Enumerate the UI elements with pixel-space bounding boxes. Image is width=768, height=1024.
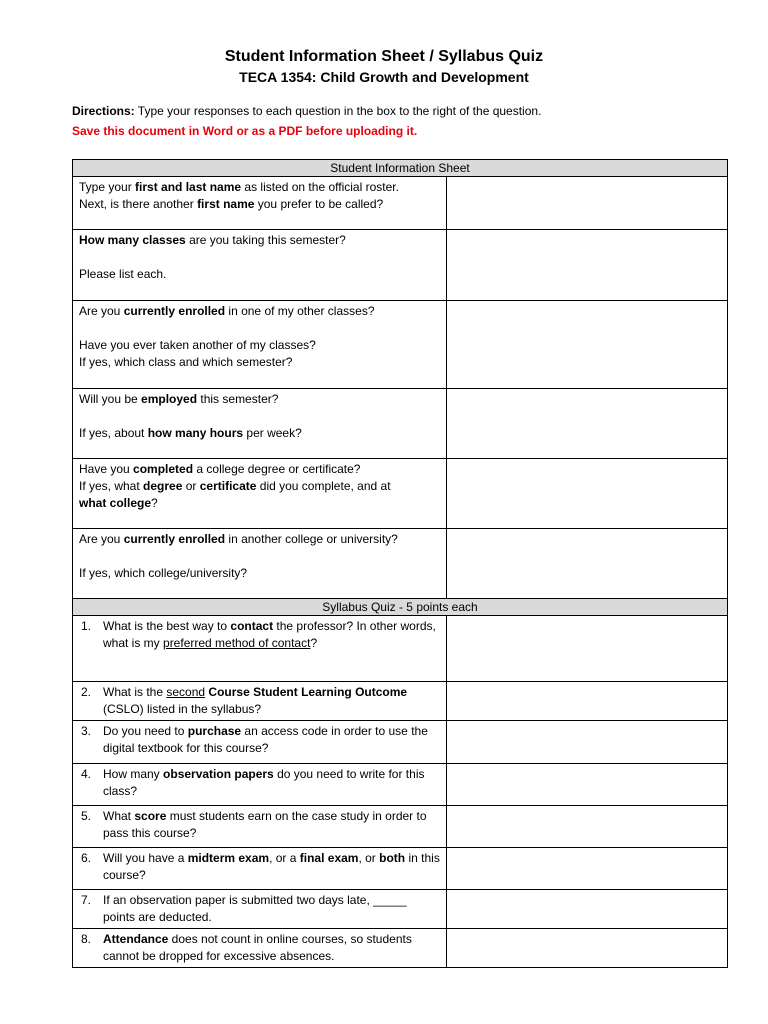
text: Type your xyxy=(79,180,136,194)
quiz-question xyxy=(73,721,447,764)
text: you prefer to be called? xyxy=(254,197,384,211)
text-bold: what college xyxy=(79,496,152,510)
text-bold: observation papers xyxy=(163,767,274,781)
text-underlined: preferred method of contact xyxy=(163,636,311,650)
question-number: 8. xyxy=(81,932,92,946)
text: do you need to write for this class? xyxy=(103,767,425,798)
answer-box[interactable] xyxy=(447,721,728,764)
info-row xyxy=(73,389,728,459)
answer-box[interactable] xyxy=(447,848,728,890)
text-bold: How many classes xyxy=(79,233,186,247)
quiz-row xyxy=(73,848,728,890)
text-bold: first name xyxy=(197,197,255,211)
text: must students earn on the case study in order to pass this course? xyxy=(103,809,427,840)
text-bold: Attendance xyxy=(103,932,169,946)
text-bold: score xyxy=(134,809,167,823)
text-bold: how many hours xyxy=(147,426,244,440)
quiz-question xyxy=(73,806,447,848)
info-question xyxy=(73,529,447,599)
text: How many xyxy=(103,767,164,781)
info-question xyxy=(73,389,447,459)
text: the professor? In other words, what is my xyxy=(103,619,436,650)
quiz-question xyxy=(73,616,447,682)
form-table xyxy=(72,159,728,968)
text: ? xyxy=(310,636,318,650)
question-number: 6. xyxy=(81,851,92,865)
info-row xyxy=(73,459,728,529)
info-question xyxy=(73,177,447,230)
directions xyxy=(72,104,541,118)
text-bold: purchase xyxy=(187,724,242,738)
quiz-row xyxy=(73,616,728,682)
answer-box[interactable] xyxy=(447,389,728,459)
text: Are you xyxy=(79,532,124,546)
answer-box[interactable] xyxy=(447,230,728,301)
quiz-row xyxy=(73,806,728,848)
answer-box[interactable] xyxy=(447,929,728,968)
answer-box[interactable] xyxy=(447,529,728,599)
answer-box[interactable] xyxy=(447,177,728,230)
text: a college degree or certificate? xyxy=(193,462,361,476)
text-bold: employed xyxy=(141,392,198,406)
question-number: 7. xyxy=(81,893,92,907)
text: (CSLO) listed in the syllabus? xyxy=(103,702,262,716)
text: in one of my other classes? xyxy=(225,304,375,318)
text-bold: final exam xyxy=(299,851,359,865)
question-number: 5. xyxy=(81,809,92,823)
text-bold: Course Student Learning Outcome xyxy=(208,685,408,699)
text: Do you need to xyxy=(103,724,188,738)
text: , or a xyxy=(269,851,300,865)
quiz-question xyxy=(73,890,447,929)
text-bold: degree xyxy=(143,479,183,493)
quiz-row xyxy=(73,721,728,764)
text-bold: contact xyxy=(230,619,274,633)
info-question xyxy=(73,301,447,389)
question-number: 4. xyxy=(81,767,92,781)
quiz-question xyxy=(73,682,447,721)
question-number: 3. xyxy=(81,724,92,738)
info-row xyxy=(73,529,728,599)
save-warning: Save this document in Word or as a PDF before uploading it. xyxy=(72,124,418,138)
quiz-section-header: Syllabus Quiz - 5 points each xyxy=(73,599,728,616)
quiz-row xyxy=(73,764,728,806)
text-bold: midterm exam xyxy=(187,851,270,865)
text-bold: both xyxy=(379,851,406,865)
text: Will you be xyxy=(79,392,142,406)
quiz-row xyxy=(73,682,728,721)
info-section-header: Student Information Sheet xyxy=(73,160,728,177)
text: If yes, which college/university? xyxy=(79,566,248,580)
text-underlined: second xyxy=(166,685,206,699)
info-question xyxy=(73,230,447,301)
text: Next, is there another xyxy=(79,197,198,211)
text: are you taking this semester? xyxy=(185,233,346,247)
info-row xyxy=(73,230,728,301)
text: If an observation paper is submitted two days late, _____ points are deducted. xyxy=(103,893,407,924)
answer-box[interactable] xyxy=(447,459,728,529)
text: What xyxy=(103,809,135,823)
question-number: 1. xyxy=(81,619,92,633)
directions-text: Type your responses to each question in the box to the right of the question. xyxy=(134,104,542,118)
text: Have you xyxy=(79,462,134,476)
text: this semester? xyxy=(197,392,279,406)
text: Have you ever taken another of my classes? xyxy=(79,338,316,352)
answer-box[interactable] xyxy=(447,890,728,929)
document-title: Student Information Sheet / Syllabus Quiz xyxy=(224,48,544,65)
info-row xyxy=(73,301,728,389)
answer-box[interactable] xyxy=(447,301,728,389)
text: Will you have a xyxy=(103,851,188,865)
text: Are you xyxy=(79,304,124,318)
answer-box[interactable] xyxy=(447,764,728,806)
text: If yes, about xyxy=(79,426,148,440)
info-question xyxy=(73,459,447,529)
info-row xyxy=(73,177,728,230)
quiz-question xyxy=(73,848,447,890)
text: What is the best way to xyxy=(103,619,231,633)
text: If yes, what xyxy=(79,479,144,493)
text-bold: first and last name xyxy=(135,180,242,194)
text: Please list each. xyxy=(79,267,167,281)
text-bold: currently enrolled xyxy=(123,304,226,318)
text: or xyxy=(182,479,200,493)
quiz-question xyxy=(73,764,447,806)
text: did you complete, and at xyxy=(256,479,391,493)
answer-box[interactable] xyxy=(447,806,728,848)
text-bold: currently enrolled xyxy=(123,532,226,546)
text: as listed on the official roster. xyxy=(241,180,399,194)
text: an access code in order to use the digital textbook for this course? xyxy=(103,724,428,755)
answer-box[interactable] xyxy=(447,682,728,721)
text: What is the xyxy=(103,685,167,699)
quiz-row xyxy=(73,929,728,968)
text-bold: completed xyxy=(133,462,194,476)
answer-box[interactable] xyxy=(447,616,728,682)
text: in this course? xyxy=(103,851,440,882)
quiz-row xyxy=(73,890,728,929)
text: ? xyxy=(151,496,158,510)
text-bold: certificate xyxy=(199,479,257,493)
text: does not count in online courses, so students cannot be dropped for excessive absences. xyxy=(103,932,412,963)
text: If yes, which class and which semester? xyxy=(79,355,293,369)
text: , or xyxy=(358,851,380,865)
text: per week? xyxy=(243,426,302,440)
course-subtitle: TECA 1354: Child Growth and Development xyxy=(239,69,529,85)
question-number: 2. xyxy=(81,685,92,699)
text: in another college or university? xyxy=(225,532,398,546)
directions-label: Directions: xyxy=(72,104,135,118)
quiz-question xyxy=(73,929,447,968)
